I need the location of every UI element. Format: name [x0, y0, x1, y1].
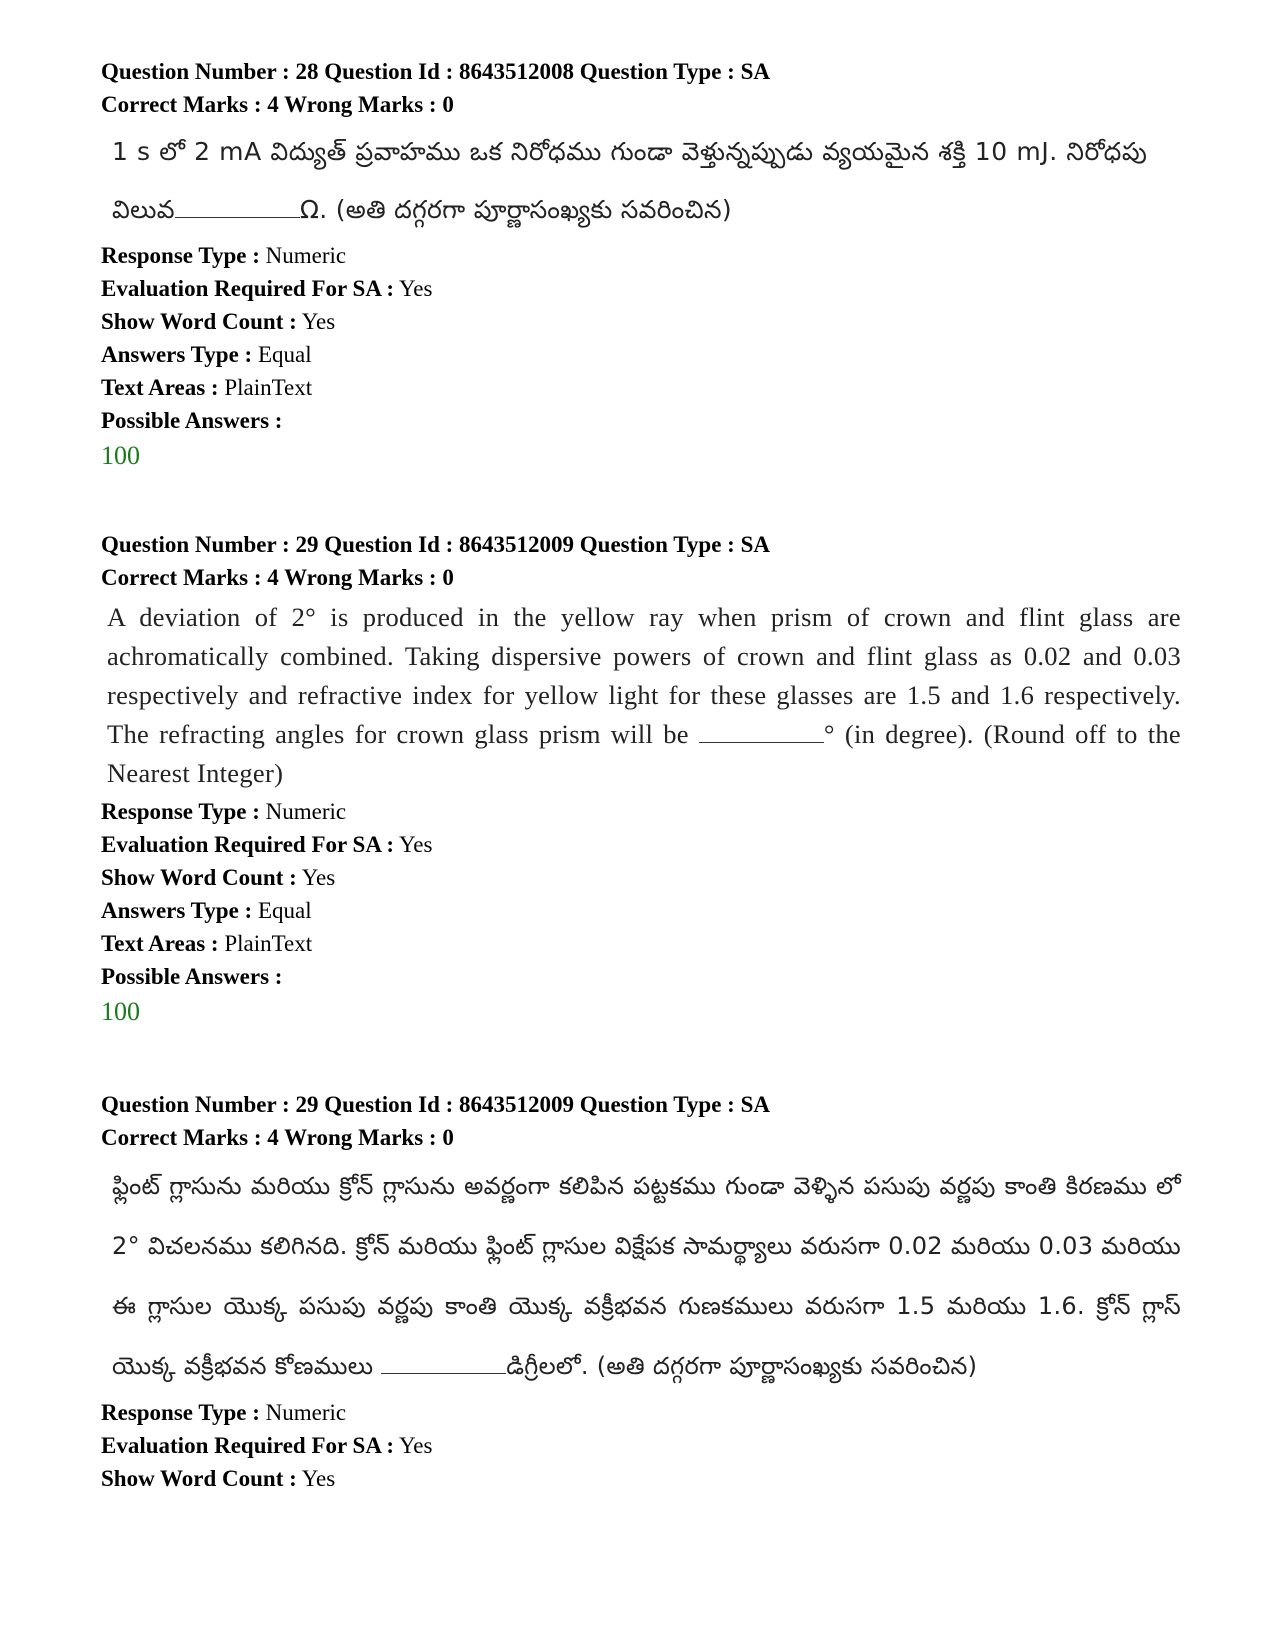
answers-type-value: Equal [257, 898, 312, 923]
answers-type-row: Answers Type : Equal [101, 342, 312, 367]
question-header: Question Number : 29 Question Id : 8643512009 Question Type : SA [101, 1092, 770, 1117]
question-29-block [101, 528, 1181, 1031]
question-text-suffix: Ω. (అతి దగ్గరగా పూర్ణాసంఖ్యకు సవరించిన) [299, 195, 732, 224]
show-word-count-value: Yes [301, 309, 336, 334]
marks-line: Correct Marks : 4 Wrong Marks : 0 [101, 92, 454, 117]
possible-answer-value: 100 [101, 441, 140, 470]
evaluation-required-value: Yes [399, 1433, 433, 1458]
possible-answers-label: Possible Answers : [101, 964, 283, 989]
possible-answer-value: 100 [101, 997, 140, 1026]
question-text [101, 1156, 1181, 1396]
response-type-value: Numeric [265, 799, 347, 824]
response-type-value: Numeric [265, 243, 347, 268]
evaluation-required-value: Yes [399, 832, 433, 857]
evaluation-required-row: Evaluation Required For SA : Yes [101, 276, 433, 301]
question-text [101, 123, 1181, 239]
text-areas-row: Text Areas : PlainText [101, 931, 313, 956]
question-text-line-1: 1 s లో 2 mA విద్యుత్ ప్రవాహము ఒక నిరోధము గుండా వెళ్తున్నప్పుడు వ్యయమైన శక్తి 10 mJ. నిరోధపు [112, 137, 1148, 166]
response-type-value: Numeric [265, 1400, 347, 1425]
show-word-count-value: Yes [301, 1466, 336, 1491]
show-word-count-row: Show Word Count : Yes [101, 865, 336, 890]
evaluation-required-row: Evaluation Required For SA : Yes [101, 1433, 433, 1458]
question-text-prefix: విలువ [112, 195, 175, 224]
evaluation-required-row: Evaluation Required For SA : Yes [101, 832, 433, 857]
response-type-row: Response Type : Numeric [101, 799, 347, 824]
response-type-row: Response Type : Numeric [101, 1400, 347, 1425]
question-text-suffix: డిగ్రీలలో. (అతి దగ్గరగా పూర్ణాసంఖ్యకు సవరించిన) [506, 1352, 978, 1380]
question-header: Question Number : 28 Question Id : 8643512008 Question Type : SA [101, 59, 770, 84]
show-word-count-row: Show Word Count : Yes [101, 1466, 336, 1491]
answer-blank [381, 1353, 506, 1374]
possible-answers-label: Possible Answers : [101, 408, 283, 433]
question-28-block [101, 55, 1181, 475]
answers-type-value: Equal [257, 342, 312, 367]
response-type-row: Response Type : Numeric [101, 243, 347, 268]
answers-type-row: Answers Type : Equal [101, 898, 312, 923]
answer-blank [699, 722, 824, 743]
question-text-line-2 [112, 181, 1181, 239]
show-word-count-value: Yes [301, 865, 336, 890]
question-text-main: A deviation of 2° is produced in the yellow ray when prism of crown and flint glass are achromatically combined. Taking dispersive powers of crown and flint glass as 0.02 and 0.03 respectively and refractive index for yellow light for these glasses are 1.5 and 1.6 respectively. The refracting angles for crown glass prism will be [107, 602, 1181, 749]
text-areas-value: PlainText [224, 375, 313, 400]
marks-line: Correct Marks : 4 Wrong Marks : 0 [101, 565, 454, 590]
evaluation-required-value: Yes [399, 276, 433, 301]
question-29-telugu-block [101, 1088, 1181, 1495]
show-word-count-row: Show Word Count : Yes [101, 309, 336, 334]
text-areas-value: PlainText [224, 931, 313, 956]
question-text-suffix: ° (in degree). (Round off to the Nearest Integer) [107, 719, 1181, 788]
answer-blank [175, 197, 300, 218]
question-header: Question Number : 29 Question Id : 8643512009 Question Type : SA [101, 532, 770, 557]
marks-line: Correct Marks : 4 Wrong Marks : 0 [101, 1125, 454, 1150]
text-areas-row: Text Areas : PlainText [101, 375, 313, 400]
question-text-main: ఫ్లింట్ గ్లాసును మరియు క్రోన్ గ్లాసును అవర్ణంగా కలిపిన పట్టకము గుండా వెళ్ళిన పసుపు వర్ణపు కాంతి కిరణము లో 2° విచలనము కలిగినది. క్రోన్ మరియు ఫ్లింట్ గ్లాసుల విక్షేపక సామర్థ్యాలు వరుసగా 0.02 మరియు 0.03 మరియు ఈ గ్లాసుల యొక్క పసుపు వర్ణపు కాంతి యొక్క వక్రీభవన గుణకములు వరుసగా 1.5 మరియు 1.6. క్రోన్ గ్లాస్ యొక్క వక్రీభవన కోణములు [112, 1172, 1181, 1380]
question-text [101, 598, 1181, 793]
